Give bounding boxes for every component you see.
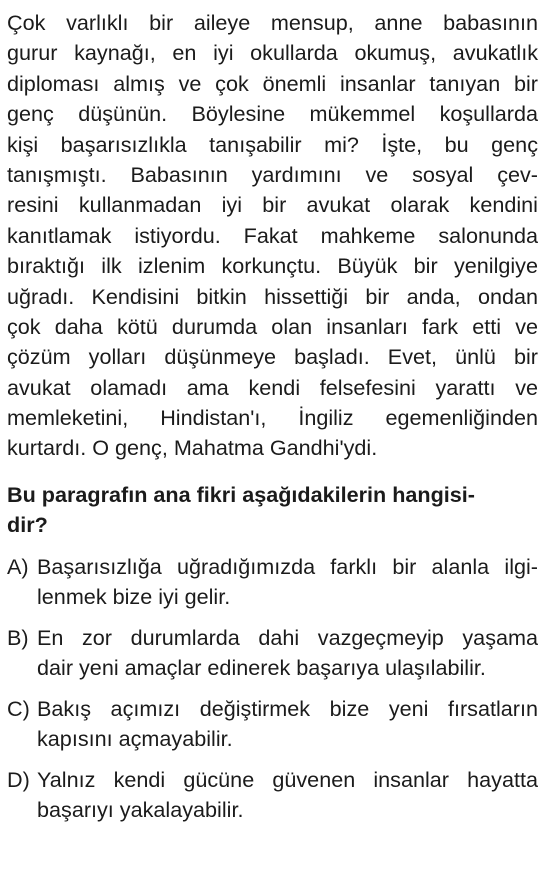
paragraph-line: kurtardı. O genç, Mahatma Gandhi'ydi. <box>7 435 378 461</box>
paragraph-line: avukat olamadı ama kendi felsefesini yarattı ve <box>7 374 538 400</box>
paragraph-line: tanışmıştı. Babasının yardımını ve sosyal çev- <box>7 161 538 187</box>
paragraph-line: kanıtlamak istiyordu. Fakat mahkeme salonunda <box>7 222 538 248</box>
answer-options <box>7 552 538 826</box>
paragraph-line: Çok varlıklı bir aileye mensup, anne babasının <box>7 10 538 35</box>
paragraph-line: uğradı. Kendisini bitkin hissettiği bir anda, ondan <box>7 283 538 309</box>
option-text-line: Bakış açımızı değiştirmek bize yeni fırsatların <box>37 695 538 721</box>
paragraph-line: memleketini, Hindistan'ı, İngiliz egemenliğinden <box>7 405 538 431</box>
question-line: dir? <box>7 511 48 537</box>
option-a[interactable] <box>7 552 538 613</box>
option-d[interactable] <box>7 765 538 826</box>
option-letter: A) <box>7 553 29 579</box>
option-text-line: kapısını açmayabilir. <box>37 726 233 752</box>
question-line: Bu paragrafın ana fikri aşağıdakilerin hangisi- <box>7 481 475 507</box>
question-stem <box>7 480 538 540</box>
paragraph-line: diploması almış ve çok önemli insanlar tanıyan bir <box>7 70 538 96</box>
paragraph-line: gurur kaynağı, en iyi okullarda okumuş, avukatlık <box>7 40 538 66</box>
paragraph-line: çok daha kötü durumda olan insanları fark etti ve <box>7 313 538 339</box>
option-text-line: başarıyı yakalayabilir. <box>37 797 244 823</box>
option-letter: B) <box>7 624 29 650</box>
option-text-line: Yalnız kendi gücüne güvenen insanlar hayatta <box>37 766 538 792</box>
paragraph-line: genç düşünün. Böylesine mükemmel koşullarda <box>7 101 538 127</box>
paragraph-line: bıraktığı ilk izlenim korkunçtu. Büyük bir yenilgiye <box>7 253 538 279</box>
option-text-line: Başarısızlığa uğradığımızda farklı bir alanla ilgi- <box>37 553 538 579</box>
option-letter: C) <box>7 695 30 721</box>
option-letter: D) <box>7 766 30 792</box>
option-c[interactable] <box>7 694 538 755</box>
option-text-line: lenmek bize iyi gelir. <box>37 584 231 610</box>
reading-paragraph <box>7 8 538 464</box>
option-text-line: dair yeni amaçlar edinerek başarıya ulaşılabilir. <box>37 655 486 681</box>
paragraph-line: resini kullanmadan iyi bir avukat olarak kendini <box>7 192 538 218</box>
option-b[interactable] <box>7 623 538 684</box>
paragraph-line: çözüm yolları düşünmeye başladı. Evet, ünlü bir <box>7 344 538 370</box>
paragraph-line: kişi başarısızlıkla tanışabilir mi? İşte, bu genç <box>7 131 538 157</box>
option-text-line: En zor durumlarda dahi vazgeçmeyip yaşama <box>37 624 538 650</box>
